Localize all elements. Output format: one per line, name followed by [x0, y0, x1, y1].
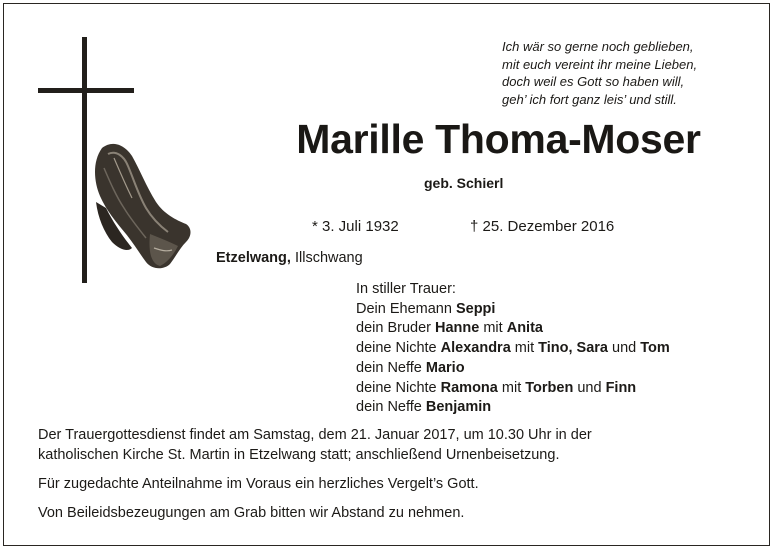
death-date: † 25. Dezember 2016	[470, 218, 615, 235]
mourner-name: Alexandra	[440, 340, 511, 357]
mourner-line	[356, 300, 670, 320]
deceased-name-row	[4, 116, 769, 163]
mourner-line	[356, 379, 670, 399]
residence-secondary: Illschwang	[290, 250, 363, 266]
connector-text: und	[608, 340, 641, 357]
mourner-name: Mario	[425, 359, 465, 376]
relation-text: dein Neffe	[356, 399, 426, 416]
cross-horizontal-bar	[38, 88, 134, 93]
mourner-name: Benjamin	[425, 399, 492, 416]
mourner-name: Ramona	[440, 379, 498, 396]
connector-text: mit	[479, 320, 507, 337]
connector-text: mit	[497, 379, 526, 396]
mourner-line	[356, 359, 670, 379]
poem-line: geh’ ich fort ganz leis’ und still.	[502, 91, 677, 107]
thanks-note: Für zugedachte Anteilnahme im Voraus ein herzliches Vergelt’s Gott.	[38, 476, 479, 492]
mourner-name: Tom	[640, 340, 670, 357]
relation-text: deine Nichte	[356, 340, 441, 357]
relation-text: Dein Ehemann	[356, 300, 456, 317]
footer-text	[38, 425, 758, 532]
mourner-name: Torben	[525, 379, 574, 396]
obituary-notice	[3, 3, 770, 546]
mourner-line	[356, 339, 670, 359]
mourner-line	[356, 319, 670, 339]
service-line: Der Trauergottesdienst findet am Samstag, dem 21. Januar 2017, um 10.30 Uhr in der	[38, 427, 592, 443]
mourner-name: Hanne	[435, 320, 480, 337]
residence	[216, 250, 363, 266]
birth-date: * 3. Juli 1932	[312, 218, 399, 235]
connector-text: mit	[510, 340, 539, 357]
relation-text: dein Bruder	[356, 320, 435, 337]
deceased-name: Marille Thoma-Moser	[296, 116, 701, 162]
poem-line: Ich wär so gerne noch geblieben,	[502, 39, 694, 54]
residence-main: Etzelwang,	[216, 250, 291, 266]
poem	[502, 38, 762, 108]
mourner-name: Seppi	[455, 300, 496, 317]
relation-text: dein Neffe	[356, 359, 426, 376]
connector-text: und	[573, 379, 606, 396]
poem-line: mit euch vereint ihr meine Lieben,	[502, 56, 698, 72]
birth-name: geb. Schierl	[424, 175, 504, 191]
poem-line: doch weil es Gott so haben will,	[502, 74, 685, 89]
service-line: katholischen Kirche St. Martin in Etzelwang statt; anschließend Urnenbeisetzung.	[38, 447, 560, 463]
mourners-intro: In stiller Trauer:	[356, 281, 456, 297]
mourners-list	[356, 280, 670, 418]
relation-text: deine Nichte	[356, 379, 441, 396]
service-info	[38, 425, 758, 465]
mourner-name: Anita	[506, 320, 543, 337]
condolence-request: Von Beileidsbezeugungen am Grab bitten wir Abstand zu nehmen.	[38, 505, 465, 521]
mourner-name: Finn	[605, 379, 637, 396]
mourner-name: Tino, Sara	[538, 340, 608, 357]
mourner-line	[356, 398, 670, 418]
